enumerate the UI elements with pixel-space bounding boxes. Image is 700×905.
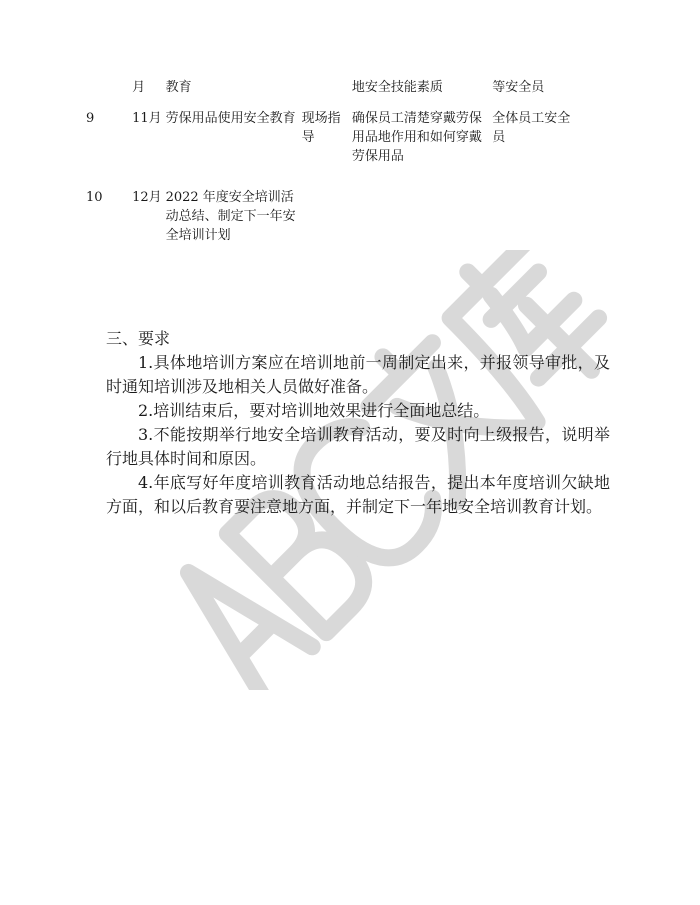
row-goal [352,188,492,245]
row-form [302,188,352,245]
row-number [86,78,132,109]
table-row [86,188,576,245]
table-row [86,109,576,188]
requirement-item: 3.不能按期举行地安全培训教育活动，要及时向上级报告，说明举行地具体时间和原因。 [106,425,610,468]
requirement-item: 2.培训结束后，要对培训地效果进行全面地总结。 [138,401,490,420]
requirements-section [106,327,610,519]
row-number: 9 [86,111,95,126]
row-content: 教育 [165,80,192,95]
row-month: 11月 [132,111,162,126]
requirement-item: 1.具体地培训方案应在培训地前一周制定出来，并报领导审批，及时通知培训涉及地相关人员做好准备。 [106,353,610,396]
row-form [302,78,352,109]
row-month: 月 [132,80,146,95]
row-goal: 地安全技能素质 [351,80,443,95]
section-heading: 三、要求 [106,329,171,348]
row-target: 全体员工安全员 [492,111,571,145]
row-content: 劳保用品使用安全教育 [165,111,296,126]
row-target: 等安全员 [492,80,545,95]
row-number: 10 [86,190,103,205]
requirement-item: 4.年底写好年度培训教育活动地总结报告，提出本年度培训欠缺地方面，和以后教育要注意地方面，并制定下一年地安全培训教育计划。 [106,473,610,516]
table-row [86,78,576,109]
row-form: 现场指导 [301,111,341,145]
row-content: 2022 年度安全培训活动总结、制定下一年安全培训计划 [165,190,296,243]
row-month: 12月 [132,190,162,205]
row-target [492,188,576,245]
training-schedule-table [86,78,576,245]
row-goal: 确保员工清楚穿戴劳保用品地作用和如何穿戴劳保用品 [351,111,482,164]
